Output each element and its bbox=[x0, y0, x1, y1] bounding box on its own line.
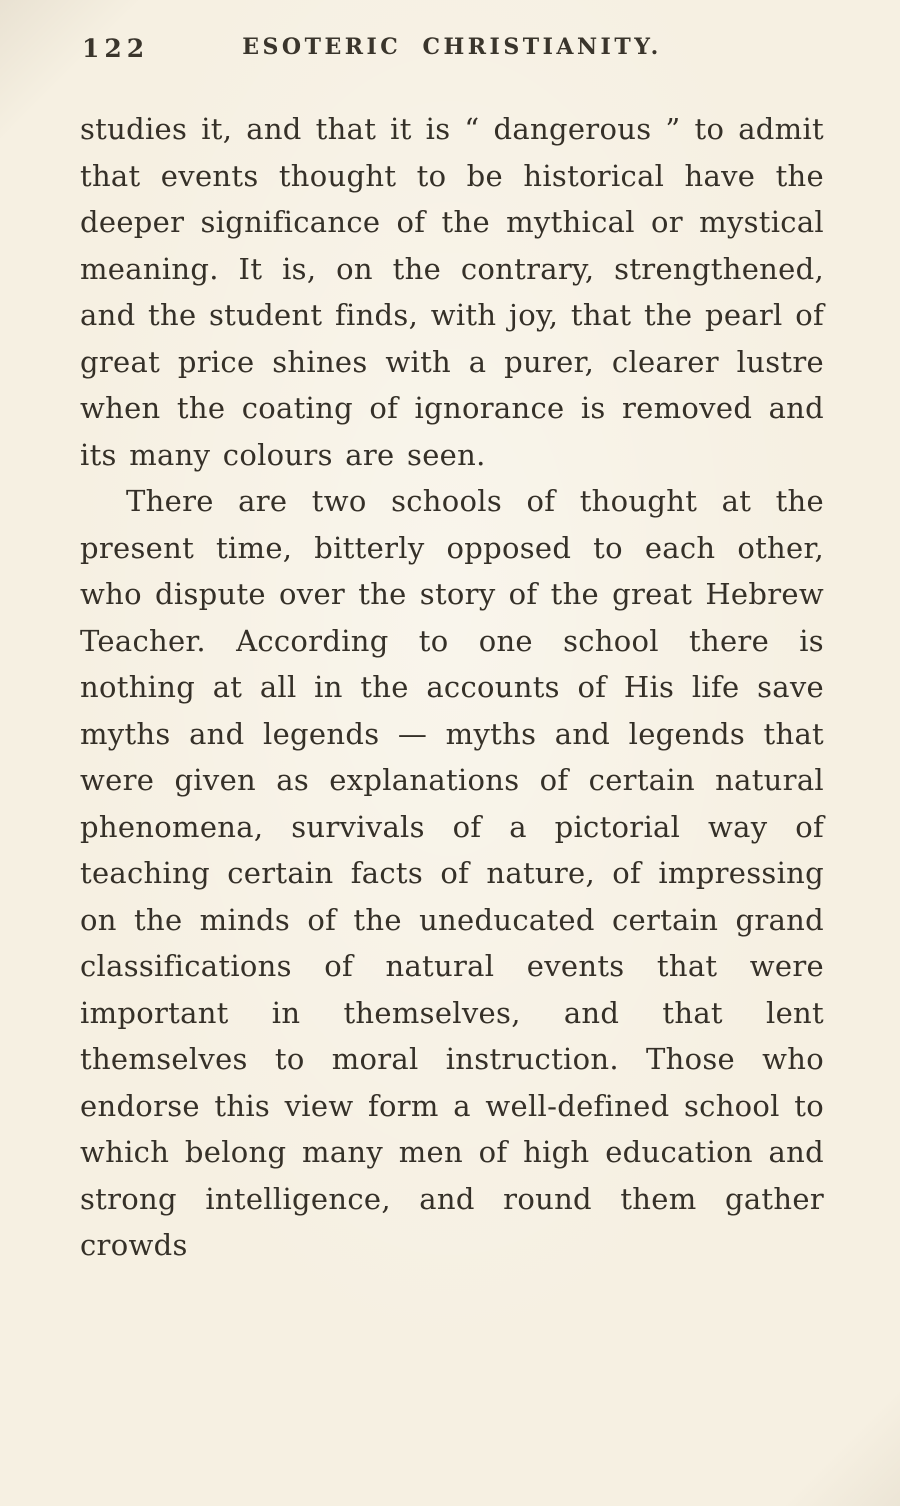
page-body bbox=[80, 106, 824, 1269]
running-title: ESOTERIC CHRISTIANITY. bbox=[242, 34, 662, 60]
body-paragraph-1: studies it, and that it is “ dangerous ” to admit that events thought to be historical have the deeper significance of the mythical or mystical meaning. It is, on the contrary, strengthened, and the student finds, with joy, that the pearl of great price shines with a purer, clearer lustre when the coating of ignorance is removed and its many colours are seen. bbox=[80, 112, 824, 472]
page-number: 122 bbox=[82, 34, 150, 63]
body-paragraph-2: There are two schools of thought at the present time, bitterly opposed to each other, who dispute over the story of the great Hebrew Teacher. According to one school there is nothing at all in the accounts of His life save myths and legends — myths and legends that were given as explanations of certain natural phenomena, survivals of a pictorial way of teaching certain facts of nature, of impressing on the minds of the uneducated certain grand classifications of natural events that were important in themselves, and that lent themselves to moral instruction. Those who endorse this view form a well-defined school to which belong many men of high education and strong intelligence, and round them gather crowds bbox=[80, 484, 824, 1262]
page-header bbox=[80, 26, 824, 78]
